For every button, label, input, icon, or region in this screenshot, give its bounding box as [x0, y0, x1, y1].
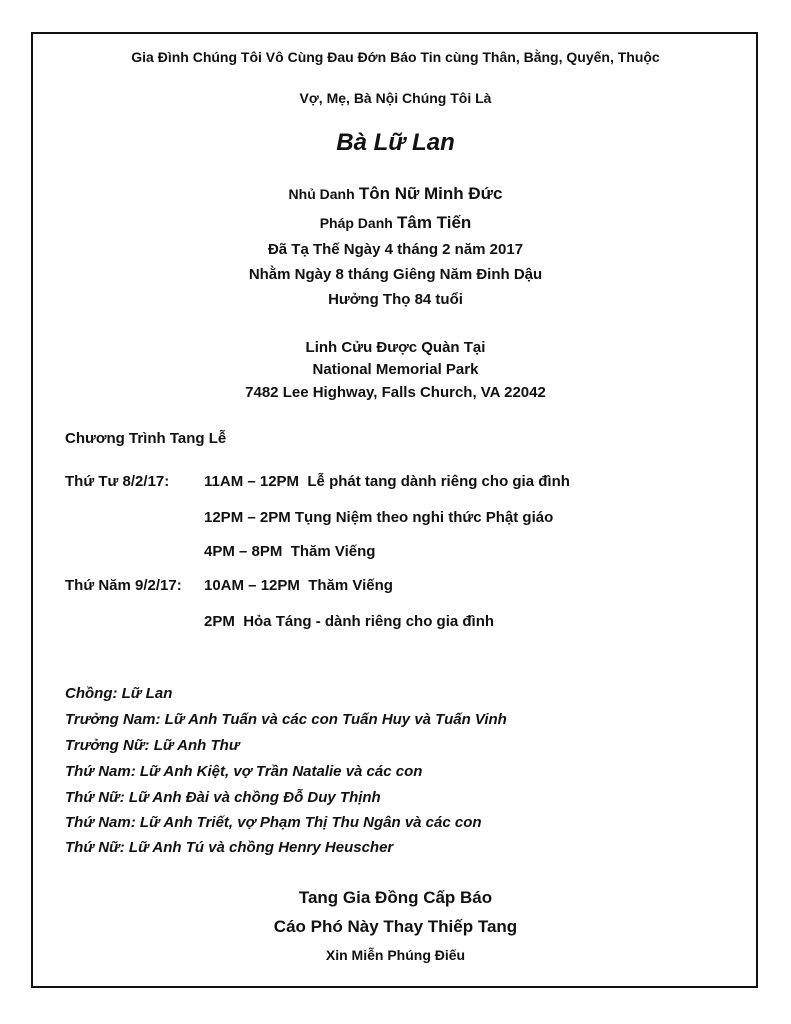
- age-line: Hưởng Thọ 84 tuổi: [328, 291, 463, 308]
- schedule-day: Thứ Năm 9/2/17:: [65, 577, 182, 594]
- maiden-name-value: Tôn Nữ Minh Đức: [358, 184, 503, 203]
- relation-line: Vợ, Mẹ, Bà Nội Chúng Tôi Là: [299, 90, 492, 106]
- family-member: Trưởng Nam: Lữ Anh Tuấn và các con Tuấn Huy và Tuấn Vinh: [65, 711, 507, 728]
- schedule-event: Tụng Niệm theo nghi thức Phật giáo: [294, 509, 554, 526]
- maiden-name-label: Nhủ Danh: [288, 186, 355, 202]
- deceased-name: Bà Lữ Lan: [336, 129, 455, 156]
- schedule-time: 11AM – 12PM: [204, 473, 300, 490]
- lunar-date: Nhằm Ngày 8 tháng Giêng Năm Đinh Dậu: [248, 266, 543, 283]
- closing-line: Cáo Phó Này Thay Thiếp Tang: [273, 917, 518, 936]
- dharma-name-line: [0, 214, 791, 231]
- location-name: National Memorial Park: [312, 361, 479, 378]
- schedule-day: Thứ Tư 8/2/17:: [65, 473, 170, 490]
- family-member: Thứ Nam: Lữ Anh Triết, vợ Phạm Thị Thu Ngân và các con: [65, 814, 482, 831]
- schedule-event: Hỏa Táng - dành riêng cho gia đình: [243, 613, 495, 630]
- family-member: Trưởng Nữ: Lữ Anh Thư: [65, 737, 240, 754]
- schedule-time: 12PM – 2PM: [204, 509, 291, 526]
- family-member: Thứ Nam: Lữ Anh Kiệt, vợ Trần Natalie và các con: [65, 763, 423, 780]
- schedule-time: 10AM – 12PM: [204, 577, 300, 594]
- schedule-event: Thăm Viếng: [308, 577, 393, 594]
- closing-line: Tang Gia Đồng Cấp Báo: [298, 888, 493, 907]
- schedule-event: Lễ phát tang dành riêng cho gia đình: [307, 473, 570, 490]
- program-title: Chương Trình Tang Lễ: [65, 430, 227, 447]
- family-member: Thứ Nữ: Lữ Anh Đài và chồng Đỗ Duy Thịnh: [65, 789, 381, 806]
- announcement-line: Gia Đình Chúng Tôi Vô Cùng Đau Đớn Báo Tin cùng Thân, Bằng, Quyến, Thuộc: [131, 49, 660, 65]
- schedule-entry: [204, 510, 553, 525]
- schedule-event: Thăm Viếng: [290, 543, 376, 560]
- death-date: Đã Tạ Thế Ngày 4 tháng 2 năm 2017: [267, 241, 524, 258]
- schedule-entry: [204, 544, 375, 559]
- schedule-time: 4PM – 8PM: [204, 543, 283, 560]
- family-member: Thứ Nữ: Lữ Anh Tú và chồng Henry Heuscher: [65, 839, 394, 856]
- dharma-name-value: Tâm Tiến: [396, 213, 472, 232]
- schedule-time: 2PM: [204, 613, 235, 630]
- family-member: Chồng: Lữ Lan: [65, 685, 173, 702]
- schedule-entry: [204, 614, 494, 629]
- maiden-name-line: [0, 185, 791, 202]
- schedule-entry: [204, 578, 393, 593]
- dharma-name-label: Pháp Danh: [319, 215, 393, 231]
- closing-note: Xin Miễn Phúng Điếu: [325, 947, 466, 963]
- schedule-entry: [204, 474, 570, 489]
- location-address: 7482 Lee Highway, Falls Church, VA 22042: [245, 384, 546, 401]
- location-intro: Linh Cửu Được Quàn Tại: [305, 339, 486, 356]
